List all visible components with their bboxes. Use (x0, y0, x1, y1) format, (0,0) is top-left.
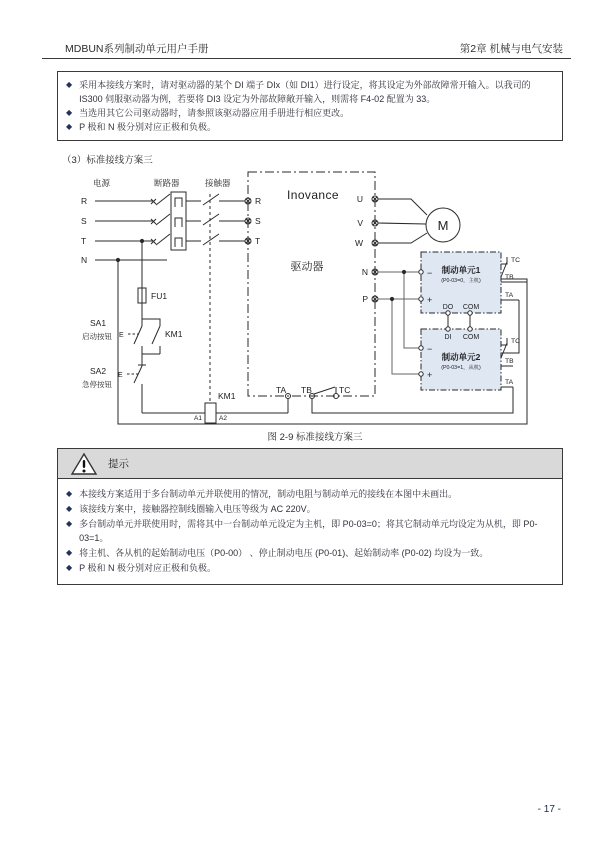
unit2-minus: − (427, 344, 433, 354)
breaker-symbol (171, 192, 186, 250)
unit1-param: (P0-03=0，主机) (441, 278, 481, 284)
phase-r-label: R (81, 196, 88, 206)
power-label: 电源 (93, 178, 111, 188)
term-t-label: T (255, 236, 261, 246)
drive-box (248, 172, 375, 396)
header-doc-title: MDBUN系列制动单元用户手册 (65, 43, 209, 55)
out-v-label: V (357, 218, 363, 228)
sa2-desc: 急停按钮 (82, 380, 112, 389)
header-chapter-title: 第2章 机械与电气安装 (459, 43, 563, 55)
relay-tc-label: TC (339, 385, 351, 395)
page-number: - 17 - (537, 804, 561, 815)
unit1-ta-label: TA (505, 292, 514, 299)
sa1-label: SA1 (90, 318, 107, 328)
note-item (66, 120, 552, 134)
out-w-label: W (354, 238, 363, 248)
km1-aux-label: KM1 (165, 329, 183, 339)
tip-item (66, 561, 552, 575)
bullet-diamond-icon: ◆ (66, 122, 73, 131)
phase-n-label: N (81, 255, 88, 265)
bullet-diamond-icon: ◆ (66, 108, 73, 117)
out-u-label: U (356, 194, 363, 204)
relay-ta-label: TA (276, 385, 287, 395)
unit1-name: 制动单元1 (441, 265, 481, 275)
top-note-box (57, 71, 563, 141)
tip-item (66, 487, 552, 501)
tip-list (66, 487, 552, 575)
tip-item (66, 517, 552, 545)
unit2-tb-label: TB (505, 358, 514, 365)
phase-s-label: S (81, 216, 87, 226)
fuse-label: FU1 (151, 291, 168, 301)
km1-coil-label: KM1 (218, 391, 236, 401)
unit2-tc-label: TC (511, 338, 521, 345)
unit1-tc-label: TC (511, 257, 521, 264)
km1-coil (205, 403, 216, 423)
tip-title: 提示 (108, 458, 129, 470)
sa2-e-mark: E (118, 372, 123, 379)
tip-text: 该接线方案中，接触器控制线圈输入电压等级为 AC 220V。 (79, 504, 316, 514)
unit2-ta-label: TA (505, 379, 514, 386)
tip-text: 多台制动单元并联使用时，需将其中一台制动单元设定为主机，即 P0-03=0；将其它制动单元均设定为从机，即 P0-03=1。 (79, 519, 538, 543)
tip-box (57, 448, 563, 585)
unit1-do-label: DO (442, 304, 454, 311)
motor-m-label: M (437, 218, 449, 233)
note-text: 当选用其它公司驱动器时，请参照该驱动器应用手册进行相应更改。 (79, 108, 350, 118)
contactor-blade-r (203, 194, 219, 205)
note-item (66, 106, 552, 120)
note-text: 采用本接线方案时，请对驱动器的某个 DI 端子 DIx（如 DI1）进行设定，将其设定为外部故障常开输入。以我司的 IS300 伺服驱动器为例，若要将 DI3 设定为外部故障敞开输入，则需将 F4-02 配置为 33。 (79, 80, 531, 104)
bullet-diamond-icon: ◆ (66, 563, 73, 572)
sa2-label: SA2 (90, 366, 107, 376)
out-p-label: P (362, 294, 368, 304)
note-text: P 极和 N 极分别对应正极和负极。 (79, 122, 216, 132)
bullet-diamond-icon: ◆ (66, 548, 73, 557)
drive-label: 驱动器 (290, 261, 324, 273)
bullet-diamond-icon: ◆ (66, 504, 73, 513)
section-heading: （3）标准接线方案三 (62, 155, 153, 166)
relay-tb-label: TB (301, 385, 312, 395)
tip-item (66, 502, 552, 516)
sa1-desc: 启动按钮 (82, 332, 112, 341)
figure-caption: 图 2-9 标准接线方案三 (267, 432, 363, 443)
header-rule (42, 58, 571, 59)
wiring-diagram-svg (55, 166, 575, 436)
tip-text: 本接线方案适用于多台制动单元并联使用的情况，制动电阻与制动单元的接线在本图中未画出。 (79, 489, 458, 499)
inovance-logo-text: Inovance (287, 188, 339, 202)
note-item (66, 78, 552, 106)
bullet-diamond-icon: ◆ (66, 489, 73, 498)
term-r-label: R (255, 196, 262, 206)
sa1-e-mark: E (119, 332, 124, 339)
unit2-param: (P0-03=1，从机) (441, 365, 481, 371)
bullet-diamond-icon: ◆ (66, 519, 73, 528)
bullet-diamond-icon: ◆ (66, 80, 73, 89)
unit2-name: 制动单元2 (441, 352, 481, 362)
unit2-plus: + (427, 370, 433, 380)
a1-label: A1 (194, 415, 202, 422)
wiring-diagram (55, 166, 575, 441)
contactor-label: 接触器 (205, 178, 231, 188)
tip-text: P 极和 N 极分别对应正极和负极。 (79, 563, 216, 573)
phase-t-label: T (81, 236, 87, 246)
out-n-label: N (361, 267, 368, 277)
note-list (66, 78, 552, 134)
term-s-label: S (255, 216, 261, 226)
a2-label: A2 (219, 415, 227, 422)
sa1-contact (134, 326, 142, 344)
unit1-plus: + (427, 295, 433, 305)
km1-aux-contact (152, 326, 160, 344)
warning-triangle-icon (70, 452, 98, 476)
unit2-com-label: COM (462, 334, 480, 341)
unit1-com-label: COM (462, 304, 480, 311)
unit1-minus: − (427, 268, 433, 278)
unit2-di-label: DI (444, 334, 452, 341)
unit1-tb-label: TB (505, 274, 514, 281)
drive-relay-terminals (286, 387, 339, 399)
tip-item (66, 546, 552, 560)
tip-body (58, 479, 562, 584)
tip-header (58, 449, 562, 479)
tip-text: 将主机、各从机的起始制动电压（P0-00） 、停止制动电压 (P0-01)、起始制动率 (P0-02) 均设为一致。 (79, 548, 489, 558)
breaker-label: 断路器 (154, 178, 180, 188)
